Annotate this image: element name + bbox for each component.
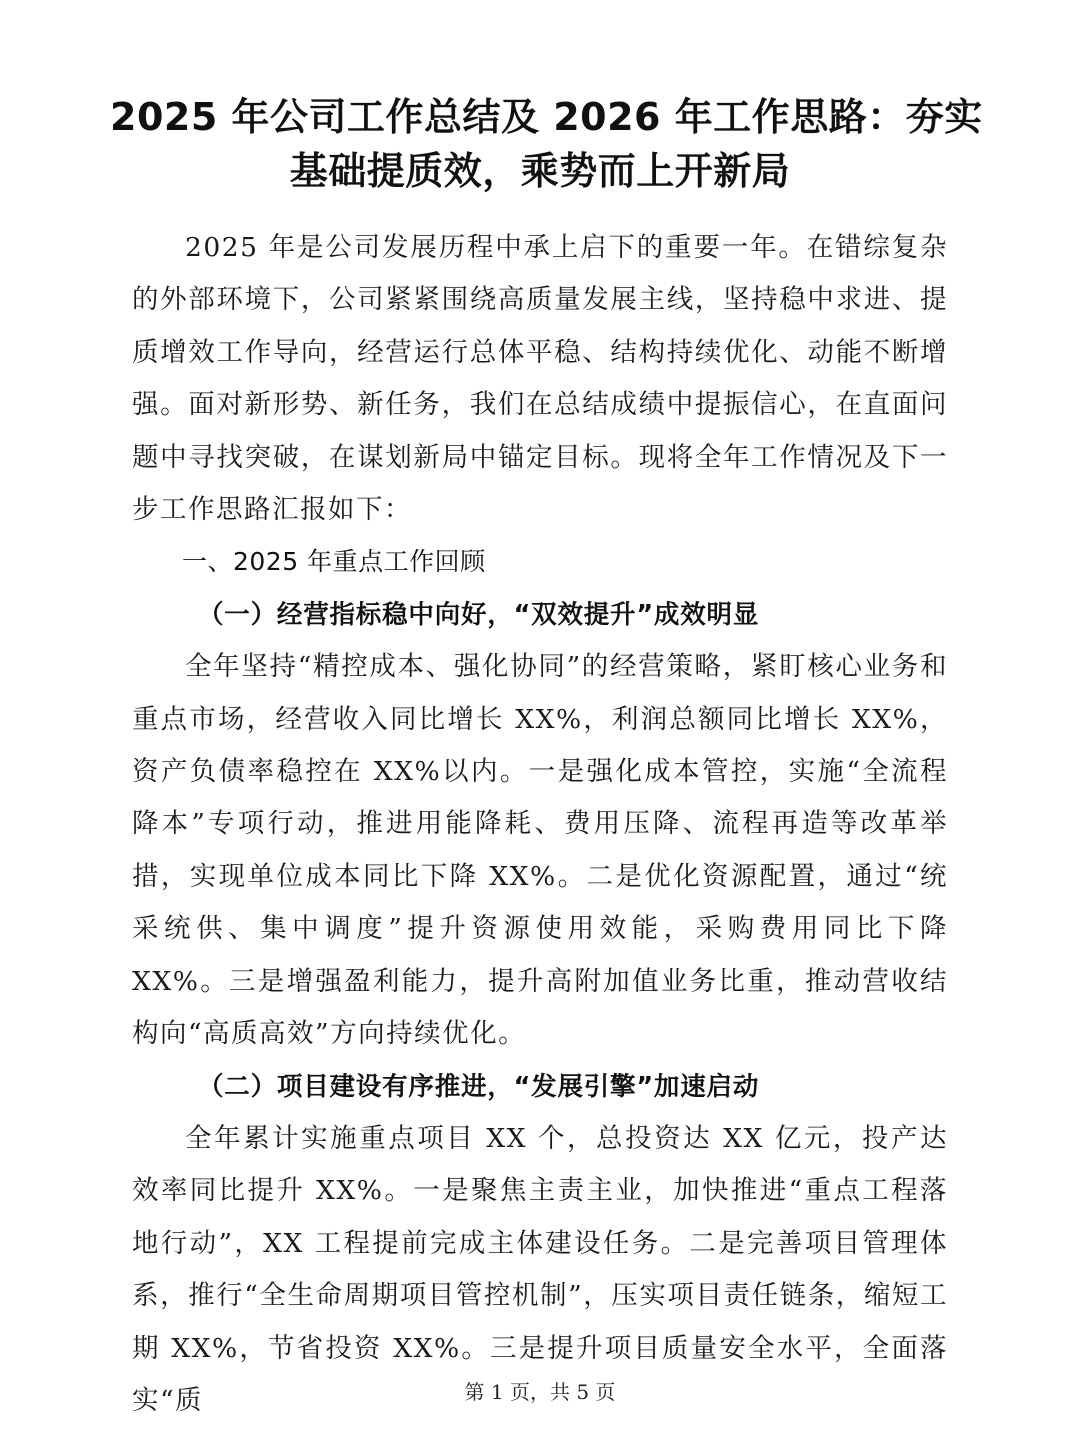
page-number-footer: 第 1 页，共 5 页 bbox=[464, 1380, 616, 1404]
projects-paragraph: 全年累计实施重点项目 XX 个，总投资达 XX 亿元，投产达效率同比提升 XX%。一是聚焦主责主业，加快推进“重点工程落地行动”，XX 工程提前完成主体建设任务。二是完善项目管理体系，推行“全生命周期项目管控机制”，压实项目责任链条，缩短工期 XX%，节省投资 XX%。三是提升项目质量安全水平，全面落实“质 bbox=[132, 1122, 948, 1416]
title-line-2: 基础提质效，乘势而上开新局 bbox=[289, 149, 791, 193]
operations-paragraph: 全年坚持“精控成本、强化协同”的经营策略，紧盯核心业务和重点市场，经营收入同比增长 XX%，利润总额同比增长 XX%，资产负债率稳控在 XX%以内。一是强化成本管控，实施“全流程降本”专项行动，推进用能降耗、费用压降、流程再造等改革举措，实现单位成本同比下降 XX%。二是优化资源配置，通过“统采统供、集中调度”提升资源使用效能，采购费用同比下降 XX%。三是增强盈利能力，提升高附加值业务比重，推动营收结构向“高质高效”方向持续优化。 bbox=[132, 651, 948, 1050]
subsection-heading-operations: （一）经营指标稳中向好，“双效提升”成效明显 bbox=[198, 599, 760, 630]
intro-paragraph: 2025 年是公司发展历程中承上启下的重要一年。在错综复杂的外部环境下，公司紧紧围绕高质量发展主线，坚持稳中求进、提质增效工作导向，经营运行总体平稳、结构持续优化、动能不断增强。面对新形势、新任务，我们在总结成绩中提振信心，在直面问题中寻找突破，在谋划新局中锚定目标。现将全年工作情况及下一步工作思路汇报如下： bbox=[132, 232, 948, 526]
document-body bbox=[132, 222, 948, 1427]
subsection-heading-projects: （二）项目建设有序推进，“发展引擎”加速启动 bbox=[198, 1071, 760, 1102]
document-title bbox=[110, 90, 983, 198]
section-heading-review: 一、2025 年重点工作回顾 bbox=[182, 547, 486, 577]
title-line-1: 2025 年公司工作总结及 2026 年工作思路：夯实 bbox=[110, 95, 983, 139]
